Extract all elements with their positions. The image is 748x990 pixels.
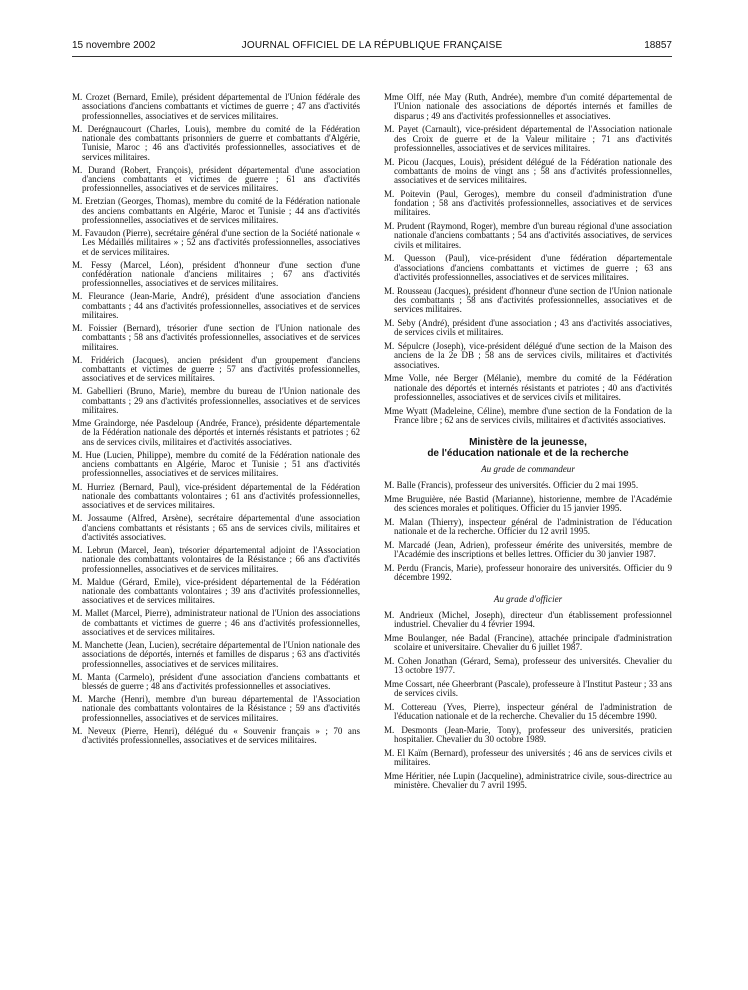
right-column bbox=[384, 93, 672, 795]
list-entry: Mme Cossart, née Gheerbrant (Pascale), professeure à l'Institut Pasteur ; 33 ans de services civils. bbox=[384, 678, 672, 699]
list-entry: M. Marcadé (Jean, Adrien), professeur émérite des universités, membre de l'Académie des inscriptions et belles lettres. Officier du 30 janvier 1987. bbox=[384, 540, 672, 560]
list-entry: M. Perdu (Francis, Marie), professeur honoraire des universités. Officier du 9 décembre 1992. bbox=[384, 563, 672, 583]
list-entry: Mme Olff, née May (Ruth, Andrée), membre d'un comité départemental de l'Union nationale des associations de déportés internés et familles de disparus ; 49 ans d'activités professionnelles et associatives. bbox=[384, 92, 672, 121]
list-entry: M. Favaudon (Pierre), secrétaire général d'une section de la Société nationale « Les Médaillés militaires » ; 52 ans d'activités professionnelles, associatives et de services militaires. bbox=[72, 228, 360, 257]
list-entry: M. Manchette (Jean, Lucien), secrétaire départemental de l'Union nationale des associations de déportés, internés et familles de disparus ; 63 ans d'activités professionnelles, associatives et de services militaires. bbox=[72, 639, 360, 669]
list-entry: M. Crozet (Bernard, Emile), président départemental de l'Union fédérale des associations d'anciens combattants et victimes de guerre ; 47 ans d'activités professionnelles, associatives et de services militaires. bbox=[72, 92, 360, 121]
list-entry: M. Fridérich (Jacques), ancien président d'un groupement d'anciens combattants et victimes de guerre ; 57 ans d'activités professionnelles, associatives et de services militaires. bbox=[72, 354, 360, 384]
list-entry: M. Hurriez (Bernard, Paul), vice-président départemental de la Fédération nationale des combattants volontaires ; 61 ans d'activités professionnelles, associatives et de services militaires. bbox=[72, 481, 360, 511]
list-entry: M. Mallet (Marcel, Pierre), administrateur national de l'Union des associations de combattants et victimes de guerre ; 46 ans d'activités professionnelles, associatives et de services militaires. bbox=[72, 608, 360, 637]
right-column-entries bbox=[384, 93, 672, 425]
list-entry: M. Balle (Francis), professeur des universités. Officier du 2 mai 1995. bbox=[384, 480, 639, 491]
header-date: 15 novembre 2002 bbox=[72, 40, 156, 51]
list-entry: M. Fessy (Marcel, Léon), président d'honneur d'une section d'une confédération nationale d'anciens militaires ; 67 ans d'activités professionnelles, associatives et de services militaires. bbox=[72, 259, 360, 289]
list-entry: Mme Héritier, née Lupin (Jacqueline), administratrice civile, sous-directrice au ministère. Chevalier du 7 avril 1995. bbox=[384, 770, 672, 791]
list-entry: M. Sépulcre (Joseph), vice-président délégué d'une section de la Maison des anciens de la 2e DB ; 58 ans de services civils, militaires et d'activités associatives. bbox=[384, 340, 672, 370]
list-entry: M. Jossaume (Alfred, Arsène), secrétaire départemental d'une association d'anciens combattants et résistants ; 65 ans de services civils, militaires et d'activités associatives. bbox=[72, 513, 360, 542]
page-header bbox=[72, 40, 672, 54]
list-entry: M. Gabellieri (Bruno, Marie), membre du bureau de l'Union nationale des combattants ; 29 ans d'activités professionnelles, associatives et de services militaires. bbox=[72, 386, 360, 416]
list-entry: M. Durand (Robert, François), président départemental d'une association d'anciens combattants et victimes de guerre ; 61 ans d'activités professionnelles, associatives et de services militaires. bbox=[72, 164, 360, 194]
list-entry: M. Poitevin (Paul, Geroges), membre du conseil d'administration d'une fondation ; 58 ans d'activités professionnelles, associatives et de services militaires. bbox=[384, 188, 672, 218]
list-entry: Mme Graindorge, née Pasdeloup (Andrée, France), présidente départementale de la Fédération nationale des déportés et internés résistants et patriotes ; 62 ans de services civils, militaires et d'activités associatives. bbox=[72, 418, 360, 447]
officier-list bbox=[384, 611, 672, 790]
list-entry: Mme Wyatt (Madeleine, Céline), membre d'une section de la Fondation de la France libre ; 62 ans de services civils, militaires et d'activités associatives. bbox=[384, 405, 672, 425]
list-entry: M. Quesson (Paul), vice-président d'une fédération départementale d'associations d'anciens combattants et victimes de guerre ; 63 ans d'activités professionnelles, associatives et de services militaires. bbox=[384, 253, 672, 282]
list-entry: M. Eretzian (Georges, Thomas), membre du comité de la Fédération nationale des anciens combattants en Algérie, Maroc et Tunisie ; 44 ans d'activités professionnelles, associatives et de services militaires. bbox=[72, 196, 360, 225]
list-entry: M. Rousseau (Jacques), président d'honneur d'une section de l'Union nationale des combattants ; 58 ans d'activités professionnelles, associatives et de services militaires. bbox=[384, 285, 672, 315]
list-entry: M. Fleurance (Jean-Marie, André), président d'une association d'anciens combattants ; 44 ans d'activités professionnelles, associatives et de services militaires. bbox=[72, 291, 360, 321]
header-page-number: 18857 bbox=[644, 40, 672, 51]
list-entry: M. Neveux (Pierre, Henri), délégué du « Souvenir français » ; 70 ans d'activités professionnelles, associatives et de services militaires. bbox=[72, 725, 360, 746]
list-entry: M. Foissier (Bernard), trésorier d'une section de l'Union nationale des combattants ; 58 ans d'activités professionnelles, associatives et de services militaires. bbox=[72, 323, 360, 352]
list-entry: Mme Volle, née Berger (Mélanie), membre du comité de la Fédération nationale des déportés et internés résistants et patriotes ; 40 ans d'activités professionnelles, associatives et de services civils et militaires. bbox=[384, 373, 672, 402]
header-journal-title: JOURNAL OFFICIEL DE LA RÉPUBLIQUE FRANÇAISE bbox=[241, 40, 503, 51]
list-entry: M. Hue (Lucien, Philippe), membre du comité de la Fédération nationale des anciens combattants en Algérie, Maroc et Tunisie ; 51 ans d'activités professionnelles, associatives et de services militaires. bbox=[72, 449, 360, 479]
header-rule bbox=[72, 56, 672, 57]
list-entry: M. Marche (Henri), membre d'un bureau départemental de l'Association nationale des combattants volontaires de la Résistance ; 59 ans d'activités professionnelles, associatives et de services militaires. bbox=[72, 694, 360, 723]
list-entry: M. Lebrun (Marcel, Jean), trésorier départemental adjoint de l'Association nationale des combattants volontaires de la Résistance ; 66 ans d'activités professionnelles, associatives et de services militaires. bbox=[72, 544, 360, 574]
list-entry: M. Picou (Jacques, Louis), président délégué de la Fédération nationale des combattants de moins de vingt ans ; 58 ans d'activités professionnelles, associatives et de services militaires. bbox=[384, 156, 672, 186]
ministry-title-line1: Ministère de la jeunesse, bbox=[469, 437, 587, 449]
left-column bbox=[72, 93, 360, 749]
list-entry: M. Manta (Carmelo), président d'une association d'anciens combattants et blessés de guerre ; 48 ans d'activités professionnelles et associatives. bbox=[72, 671, 360, 691]
list-entry: M. Maldue (Gérard, Emile), vice-président départemental de la Fédération nationale des combattants volontaires ; 39 ans d'activités professionnelles, associatives et de services militaires. bbox=[72, 576, 360, 606]
list-entry: M. Prudent (Raymond, Roger), membre d'un bureau régional d'une association nationale d'anciens combattants ; 54 ans d'activités associatives, de services civils et militaires. bbox=[384, 221, 672, 250]
list-entry: Mme Boulanger, née Badal (Francine), attachée principale d'administration scolaire et universitaire. Chevalier du 6 juillet 1987. bbox=[384, 632, 672, 653]
list-entry: M. Cohen Jonathan (Gérard, Sema), professeur des universités. Chevalier du 13 octobre 1977. bbox=[384, 655, 672, 676]
list-entry: M. Malan (Thierry), inspecteur général de l'administration de l'éducation nationale et de la recherche. Officier du 12 avril 1995. bbox=[384, 517, 672, 537]
grade-officier-heading: Au grade d'officier bbox=[493, 593, 563, 604]
list-entry: M. Payet (Carnault), vice-président départemental de l'Association nationale des Croix de guerre et de la Valeur militaire ; 71 ans d'activités professionnelles, associatives et de services militaires. bbox=[384, 124, 672, 153]
list-entry: M. Andrieux (Michel, Joseph), directeur d'un établissement professionnel industriel. Chevalier du 4 février 1994. bbox=[384, 609, 672, 630]
list-entry: Mme Bruguière, née Bastid (Marianne), historienne, membre de l'Académie des sciences morales et politiques. Officier du 15 janvier 1995. bbox=[384, 494, 672, 514]
ministry-title bbox=[384, 437, 672, 459]
list-entry: M. Desmonts (Jean-Marie, Tony), professeur des universités, praticien hospitalier. Chevalier du 30 octobre 1989. bbox=[384, 724, 672, 745]
commandeur-list bbox=[384, 481, 672, 582]
grade-commandeur-heading: Au grade de commandeur bbox=[481, 464, 575, 475]
ministry-title-line2: de l'éducation nationale et de la recherche bbox=[427, 448, 629, 460]
list-entry: M. Seby (André), président d'une association ; 43 ans d'activités associatives, de services civils et militaires. bbox=[384, 317, 672, 338]
list-entry: M. Derégnaucourt (Charles, Louis), membre du comité de la Fédération nationale des combattants prisonniers de guerre et combattants d'Algérie, Tunisie, Maroc ; 46 ans d'activités professionnelles, associatives et de services militaires. bbox=[72, 123, 360, 162]
list-entry: M. Cottereau (Yves, Pierre), inspecteur général de l'administration de l'éducation nationale et de la recherche. Chevalier du 15 décembre 1990. bbox=[384, 701, 672, 722]
list-entry: M. El Kaïm (Bernard), professeur des universités ; 46 ans de services civils et militaires. bbox=[384, 747, 672, 768]
